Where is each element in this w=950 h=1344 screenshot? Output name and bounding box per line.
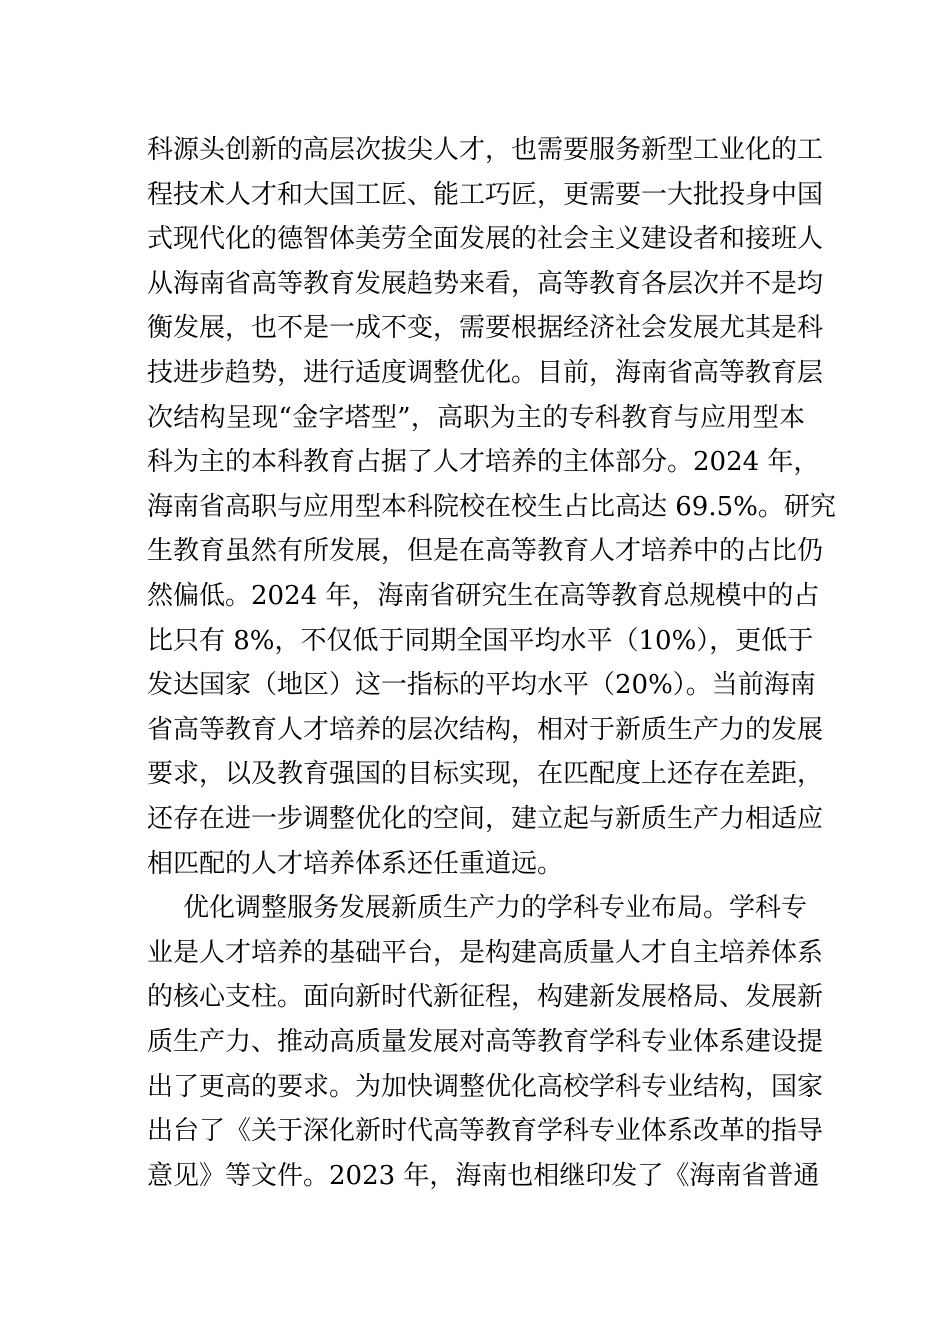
text-line: 从海南省高等教育发展趋势来看，高等教育各层次并不是均 bbox=[147, 268, 824, 299]
text-line: 式现代化的德智体美劳全面发展的社会主义建设者和接班人 bbox=[147, 224, 824, 255]
text-line: 程技术人才和大国工匠、能工巧匠，更需要一大批投身中国 bbox=[147, 179, 824, 210]
text-line: 省高等教育人才培养的层次结构，相对于新质生产力的发展 bbox=[147, 714, 824, 745]
text-line: 要求，以及教育强国的目标实现，在匹配度上还存在差距， bbox=[147, 759, 824, 790]
text-line: 生教育虽然有所发展，但是在高等教育人才培养中的占比仍 bbox=[147, 536, 824, 567]
text-line: 发达国家（地区）这一指标的平均水平（20%）。当前海南 bbox=[147, 670, 816, 701]
text-line: 然偏低。2024 年，海南省研究生在高等教育总规模中的占 bbox=[147, 581, 820, 611]
text-line: 业是人才培养的基础平台，是构建高质量人才自主培养体系 bbox=[147, 937, 824, 968]
text-line: 质生产力、推动高质量发展对高等教育学科专业体系建设提 bbox=[147, 1027, 824, 1057]
text-line: 科为主的本科教育占据了人才培养的主体部分。2024 年， bbox=[147, 447, 820, 478]
text-line: 海南省高职与应用型本科院校在校生占比高达 69.5%。研究 bbox=[147, 491, 836, 522]
text-line: 还存在进一步调整优化的空间，建立起与新质生产力相适应 bbox=[147, 804, 824, 834]
text-line: 比只有 8%，不仅低于同期全国平均水平（10%），更低于 bbox=[147, 625, 814, 656]
text-line: 出台了《关于深化新时代高等教育学科专业体系改革的指导 bbox=[147, 1116, 824, 1147]
text-line: 的核心支柱。面向新时代新征程，构建新发展格局、发展新 bbox=[147, 982, 824, 1013]
text-line: 优化调整服务发展新质生产力的学科专业布局。学科专 bbox=[183, 893, 808, 924]
text-line: 科源头创新的高层次拔尖人才，也需要服务新型工业化的工 bbox=[147, 135, 824, 165]
text-line: 衡发展，也不是一成不变，需要根据经济社会发展尤其是科 bbox=[147, 313, 824, 344]
text-line: 出了更高的要求。为加快调整优化高校学科专业结构，国家 bbox=[147, 1071, 824, 1102]
text-line: 意见》等文件。2023 年，海南也相继印发了《海南省普通 bbox=[147, 1160, 820, 1191]
text-line: 相匹配的人才培养体系还任重道远。 bbox=[147, 848, 564, 879]
text-line: 次结构呈现“金字塔型”，高职为主的专科教育与应用型本 bbox=[147, 402, 805, 433]
text-line: 技进步趋势，进行适度调整优化。目前，海南省高等教育层 bbox=[147, 358, 824, 388]
